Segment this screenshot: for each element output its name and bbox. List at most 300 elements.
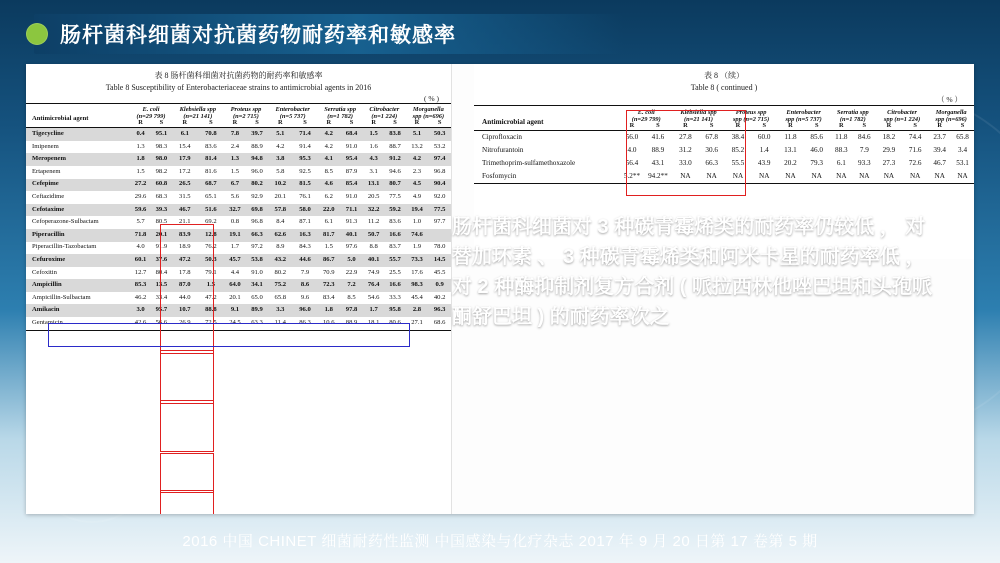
- cell-agent: Gentamicin: [32, 318, 63, 326]
- col-header-rs: S: [303, 119, 307, 127]
- col-header-rs: S: [656, 122, 660, 130]
- cell-value: 7.9: [300, 268, 310, 276]
- cell-value: 92.5: [299, 167, 311, 175]
- cell-value: 11.8: [784, 132, 797, 141]
- cell-value: 69.8: [246, 204, 268, 217]
- cell-value: 56.6: [155, 318, 168, 326]
- cell-value: 20.5: [367, 192, 380, 200]
- cell-value: 75.2: [268, 279, 293, 292]
- cell-value: 81.5: [293, 179, 318, 192]
- cell-value: 53.1: [956, 158, 969, 167]
- table-left-caption-en: Table 8 Susceptibility of Enterobacteriaceae strains to antimicrobial agents in 2016: [105, 83, 372, 92]
- cell-value: 11.8: [835, 132, 848, 141]
- cell-value: 46.7: [933, 158, 946, 167]
- cell-value: 4.2: [276, 142, 285, 150]
- cell-value: 93.3: [858, 158, 871, 167]
- cell-value: 65.0: [251, 293, 263, 301]
- group-header: Serratia spp: [836, 109, 869, 116]
- cell-value: 83.6: [205, 142, 217, 150]
- cell-value: 88.8: [198, 304, 224, 317]
- cell-value: 91.2: [384, 153, 405, 166]
- cell-value: 5.1: [268, 128, 293, 141]
- group-n: spp (n=2 715): [732, 115, 770, 123]
- cell-value: 1.3: [136, 142, 145, 150]
- cell-value: 97.7: [433, 218, 446, 226]
- cell-value: 87.0: [172, 279, 198, 292]
- cell-value: 1.5: [230, 167, 240, 175]
- cell-value: NA: [680, 171, 691, 180]
- cell-value: 84.3: [299, 243, 311, 251]
- table-right: [474, 105, 974, 184]
- group-header: Klebsiella spp: [680, 109, 717, 116]
- table-left-caption-cn: 表 8 肠杆菌科细菌对抗菌药物的耐药率和敏感率: [154, 71, 323, 80]
- group-n: (n=1 224): [371, 112, 398, 120]
- col-header-rs: S: [437, 119, 442, 127]
- cell-value: 22.9: [345, 268, 358, 276]
- group-header: Klebsiella spp: [179, 106, 217, 113]
- cell-value: 83.7: [389, 243, 401, 251]
- cell-value: 63.3: [251, 318, 263, 326]
- group-n: (n=21 141): [183, 112, 213, 120]
- cell-value: 73.3: [406, 254, 429, 267]
- cell-value: NA: [706, 171, 717, 180]
- col-header-rs: S: [255, 119, 259, 127]
- cell-value: 59.2: [384, 204, 405, 217]
- cell-value: 29.9: [882, 145, 896, 154]
- cell-value: 8.6: [293, 279, 318, 292]
- cell-value: 60.1: [130, 254, 151, 267]
- cell-agent: Tigecycline: [26, 128, 130, 141]
- slide-footer: 2016 中国 CHINET 细菌耐药性监测 中国感染与化疗杂志 2017 年 9 月 20 日第 17 卷第 5 期: [182, 533, 818, 550]
- cell-value: 1.8: [130, 153, 151, 166]
- col-header-rs: R: [278, 119, 283, 127]
- cell-value: 68.6: [433, 318, 446, 326]
- cell-value: 5.8: [276, 167, 285, 175]
- cell-value: 4.4: [230, 268, 240, 276]
- cell-value: 4.1: [317, 153, 340, 166]
- cell-value: 27.1: [411, 318, 423, 326]
- cell-value: 0.8: [230, 218, 240, 226]
- cell-value: 62.6: [268, 229, 293, 242]
- cell-value: 20.1: [274, 192, 287, 200]
- cell-value: 81.6: [205, 167, 217, 175]
- cell-value: 5.1: [406, 128, 429, 141]
- cell-value: 84.6: [858, 132, 871, 141]
- cell-value: 91.0: [251, 268, 263, 276]
- cell-value: 33.4: [155, 293, 168, 301]
- cell-value: 8.9: [276, 243, 285, 251]
- cell-value: 9.6: [300, 293, 310, 301]
- cell-value: NA: [883, 171, 895, 180]
- col-header-rs: R: [735, 122, 741, 130]
- cell-value: 45.4: [411, 293, 423, 301]
- cell-value: 95.7: [151, 304, 172, 317]
- group-header: Proteus spp: [230, 106, 262, 113]
- cell-value: NA: [785, 171, 796, 180]
- cell-value: 83.4: [322, 293, 335, 301]
- cell-value: 30.6: [705, 145, 718, 154]
- cell-value: 1.6: [369, 142, 378, 150]
- cell-value: 25.5: [389, 268, 401, 276]
- cell-value: 88.3: [835, 145, 848, 154]
- group-n: (n=29 799): [631, 115, 661, 123]
- cell-agent: Ciprofloxacin: [482, 132, 522, 141]
- cell-value: 1.0: [412, 218, 422, 226]
- cell-value: 31.5: [179, 192, 191, 200]
- cell-value: 32.2: [363, 204, 384, 217]
- table-right-caption: [474, 70, 974, 92]
- cell-value: 27.2: [130, 179, 151, 192]
- col-header-rs: R: [683, 122, 688, 130]
- cell-agent: Meropenem: [26, 153, 130, 166]
- cell-value: 98.3: [155, 142, 168, 150]
- cell-value: 76.2: [205, 243, 217, 251]
- cell-value: 46.0: [810, 145, 823, 154]
- cell-value: 40.1: [340, 229, 363, 242]
- cell-value: 10.6: [322, 318, 335, 326]
- cell-value: 72.5: [205, 318, 217, 326]
- group-header: Proteus spp: [735, 109, 767, 116]
- cell-value: 47.2: [172, 254, 198, 267]
- cell-value: 3.8: [268, 153, 293, 166]
- table-left-figure: [26, 64, 452, 514]
- cell-value: 8.8: [369, 243, 378, 251]
- cell-value: 90.4: [428, 179, 451, 192]
- group-header: E. coli: [637, 109, 655, 116]
- cell-value: 32.7: [224, 204, 246, 217]
- cell-value: 3.1: [369, 167, 378, 175]
- cell-value: 6.1: [836, 158, 846, 167]
- cell-value: 40.2: [433, 293, 446, 301]
- slide-title-bar: [34, 14, 624, 54]
- annotation-box-red: [160, 490, 214, 514]
- cell-value: 56.0: [625, 132, 639, 141]
- cell-value: 85.2: [731, 145, 745, 154]
- cell-value: 46.2: [134, 293, 147, 301]
- cell-value: 72.6: [908, 158, 922, 167]
- cell-value: 88.9: [651, 145, 665, 154]
- cell-value: 5.6: [230, 192, 240, 200]
- cell-value: NA: [732, 171, 744, 180]
- cell-value: 10.2: [268, 179, 293, 192]
- cell-value: 96.0: [293, 304, 318, 317]
- cell-value: 71.1: [340, 204, 363, 217]
- col-header-rs: R: [138, 119, 143, 127]
- group-n: (n=5 737): [279, 112, 306, 120]
- cell-value: 70.8: [198, 128, 224, 141]
- cell-value: 8.4: [276, 218, 285, 226]
- cell-value: 66.3: [246, 229, 268, 242]
- table-left-caption: [26, 70, 451, 92]
- col-header-rs: R: [326, 119, 332, 127]
- cell-value: NA: [957, 171, 968, 180]
- group-n: spp (n=696): [935, 115, 967, 123]
- cell-value: 1.3: [224, 153, 246, 166]
- cell-agent: Fosfomycin: [482, 171, 517, 180]
- group-n: (n=1 782): [839, 115, 866, 123]
- col-header-agent: Antimicrobial agent: [32, 115, 89, 123]
- cell-value: 8.5: [324, 167, 333, 175]
- cell-value: 68.3: [155, 192, 168, 200]
- cell-value: 20.1: [151, 229, 172, 242]
- col-header-rs: R: [886, 122, 892, 130]
- cell-value: 86.7: [317, 254, 340, 267]
- table-row: [26, 292, 451, 305]
- cell-value: 20.2: [784, 158, 797, 167]
- cell-value: 71.6: [908, 145, 922, 154]
- cell-agent: Trimethoprim-sulfamethoxazole: [482, 158, 576, 167]
- cell-value: 19.1: [224, 229, 246, 242]
- cell-value: 1.8: [317, 304, 340, 317]
- col-header-rs: R: [788, 122, 793, 130]
- cell-value: 1.5: [324, 243, 333, 251]
- group-header: Citrobacter: [887, 109, 917, 116]
- table-row: [26, 153, 451, 166]
- summary-note: 肠杆菌科细菌对 3 种碳青霉烯类的耐药率仍较低 ， 对替加环素 、 3 种碳青霉烯类和阿米卡星的耐药率低 ， 对 2 种酶抑制剂复方合剂 ( 哌拉西林他唑巴坦和头孢哌酮舒巴坦 ) 的耐药率次之: [452, 216, 933, 328]
- cell-value: 92.0: [433, 192, 446, 200]
- cell-value: 2.8: [406, 304, 429, 317]
- cell-value: 43.1: [651, 158, 665, 167]
- cell-value: 81.7: [317, 229, 340, 242]
- table-row: [26, 304, 451, 317]
- cell-value: 1.5: [363, 128, 384, 141]
- cell-value: 7.8: [224, 128, 246, 141]
- cell-value: 21.1: [179, 218, 191, 226]
- cell-value: 68.4: [340, 128, 363, 141]
- cell-value: 33.0: [679, 158, 692, 167]
- cell-value: 74.6: [406, 229, 429, 242]
- cell-value: 72.3: [317, 279, 340, 292]
- cell-value: 4.2: [317, 128, 340, 141]
- group-header: Enterobacter: [786, 109, 821, 116]
- cell-agent: Amikacin: [26, 304, 130, 317]
- cell-value: 83.8: [384, 128, 405, 141]
- cell-value: 15.4: [179, 142, 191, 150]
- cell-agent: Imipenem: [32, 142, 59, 150]
- cell-value: 67.8: [705, 132, 718, 141]
- cell-value: 26.5: [172, 179, 198, 192]
- cell-value: NA: [759, 171, 770, 180]
- cell-value: 92.9: [251, 192, 263, 200]
- cell-value: 86.3: [299, 318, 311, 326]
- col-header-rs: S: [159, 119, 164, 127]
- cell-value: 53.8: [246, 254, 268, 267]
- cell-value: 95.8: [384, 304, 405, 317]
- cell-value: 60.0: [757, 132, 771, 141]
- cell-value: 29.6: [134, 192, 147, 200]
- cell-value: 56.4: [625, 158, 639, 167]
- cell-value: 37.6: [151, 254, 172, 267]
- cell-value: 78.0: [433, 243, 446, 251]
- cell-value: 68.7: [198, 179, 224, 192]
- cell-value: 58.0: [293, 204, 318, 217]
- cell-value: 95.4: [340, 153, 363, 166]
- cell-value: 65.1: [205, 192, 217, 200]
- table-right-caption-en: Table 8 ( continued ): [690, 83, 758, 92]
- cell-value: 34.1: [246, 279, 268, 292]
- cell-value: 60.8: [151, 179, 172, 192]
- table-row: [26, 191, 451, 204]
- table-right-unit: （ % ）: [937, 95, 962, 104]
- cell-value: 42.6: [134, 318, 147, 326]
- cell-value: 69.2: [205, 218, 217, 226]
- table-row: [26, 141, 451, 154]
- table-row: [26, 254, 451, 267]
- cell-value: 2.4: [230, 142, 240, 150]
- cell-value: 44.6: [293, 254, 318, 267]
- cell-value: 88.9: [345, 318, 358, 326]
- cell-value: 98.2: [155, 167, 168, 175]
- cell-value: 89.9: [246, 304, 268, 317]
- group-header: Enterobacter: [275, 106, 310, 113]
- cell-value: NA: [909, 171, 921, 180]
- cell-value: 3.4: [958, 145, 968, 154]
- cell-value: 81.4: [198, 153, 224, 166]
- cell-value: 9.1: [224, 304, 246, 317]
- cell-value: 24.5: [229, 318, 241, 326]
- cell-value: 57.8: [268, 204, 293, 217]
- cell-value: 80.2: [246, 179, 268, 192]
- cell-value: 17.2: [179, 167, 191, 175]
- cell-value: 39.4: [933, 145, 946, 154]
- cell-value: 33.3: [389, 293, 401, 301]
- col-header-rs: R: [629, 122, 635, 130]
- table-row: [474, 170, 974, 184]
- cell-value: 95.1: [151, 128, 172, 141]
- group-n: spp (n=696): [412, 112, 445, 120]
- table-row: [26, 242, 451, 255]
- cell-value: 13.1: [784, 145, 797, 154]
- cell-value: 13.1: [363, 179, 384, 192]
- cell-value: 50.3: [198, 254, 224, 267]
- cell-value: 91.3: [345, 218, 358, 226]
- cell-value: 94.6: [389, 167, 401, 175]
- table-right-caption-cn: 表 8 （续）: [704, 71, 744, 80]
- table-row: [26, 166, 451, 179]
- cell-value: 11.2: [367, 218, 380, 226]
- cell-value: 18.2: [882, 132, 896, 141]
- table-row: [26, 128, 451, 141]
- cell-value: 39.7: [246, 128, 268, 141]
- cell-value: 19.4: [406, 204, 429, 217]
- cell-value: 98.0: [151, 153, 172, 166]
- cell-value: 17.6: [411, 268, 423, 276]
- cell-value: [428, 229, 451, 242]
- col-header-agent: Antimicrobial agent: [482, 117, 544, 126]
- cell-value: 6.1: [172, 128, 198, 141]
- cell-value: 65.8: [956, 132, 969, 141]
- cell-value: 55.5: [731, 158, 745, 167]
- cell-value: 18.1: [367, 318, 380, 326]
- cell-value: 97.2: [251, 243, 263, 251]
- table-left-unit: ( % ): [424, 94, 439, 103]
- cell-value: 95.3: [293, 153, 318, 166]
- cell-value: 91.4: [299, 142, 311, 150]
- cell-value: 85.4: [340, 179, 363, 192]
- cell-value: 3.3: [268, 304, 293, 317]
- cell-value: 71.8: [130, 229, 151, 242]
- cell-value: 6.7: [224, 179, 246, 192]
- cell-value: 94.2**: [648, 171, 668, 180]
- cell-value: 53.2: [433, 142, 446, 150]
- cell-value: NA: [836, 171, 847, 180]
- cell-agent: Nitrofurantoin: [482, 145, 524, 154]
- table-row: [26, 267, 451, 280]
- cell-value: 50.7: [363, 229, 384, 242]
- cell-value: 6.2: [324, 192, 333, 200]
- col-header-rs: S: [393, 119, 397, 127]
- cell-value: 13.5: [151, 279, 172, 292]
- group-header: E. coli: [142, 106, 160, 113]
- cell-value: NA: [811, 171, 822, 180]
- cell-value: NA: [934, 171, 945, 180]
- cell-value: 16.6: [384, 279, 405, 292]
- cell-value: 18.9: [179, 243, 191, 251]
- group-header: Citrobacter: [369, 106, 400, 113]
- cell-value: 71.4: [293, 128, 318, 141]
- cell-value: 96.3: [428, 304, 451, 317]
- cell-value: 64.0: [224, 279, 246, 292]
- group-n: (n=21 141): [684, 115, 714, 123]
- cell-value: 1.5: [136, 167, 145, 175]
- cell-value: 83.6: [389, 218, 401, 226]
- cell-value: 41.6: [651, 132, 665, 141]
- table-row: [26, 279, 451, 292]
- group-n: (n=2 715): [233, 112, 259, 120]
- annotation-box-red: [160, 453, 214, 493]
- cell-value: 13.2: [411, 142, 423, 150]
- col-header-rs: S: [209, 119, 213, 127]
- table-row: [26, 216, 451, 229]
- cell-value: 40.1: [363, 254, 384, 267]
- cell-value: 76.4: [363, 279, 384, 292]
- cell-value: 1.5: [198, 279, 224, 292]
- cell-value: 23.7: [933, 132, 946, 141]
- cell-value: 83.9: [172, 229, 198, 242]
- col-header-rs: S: [913, 122, 917, 130]
- cell-value: 94.8: [246, 153, 268, 166]
- cell-value: 22.0: [317, 204, 340, 217]
- cell-agent: Ertapenem: [32, 167, 61, 175]
- cell-value: 87.1: [299, 218, 311, 226]
- cell-value: 4.3: [363, 153, 384, 166]
- table-row: [26, 204, 451, 217]
- cell-agent: Piperacillin-Tazobactam: [32, 243, 97, 251]
- cell-value: 27.3: [882, 158, 896, 167]
- cell-value: 7.9: [859, 145, 869, 154]
- cell-value: 5.7: [136, 218, 145, 226]
- cell-value: NA: [859, 171, 870, 180]
- col-header-rs: S: [862, 122, 867, 130]
- cell-value: 43.9: [757, 158, 771, 167]
- group-header: Morganella: [935, 109, 967, 116]
- cell-value: 80.7: [384, 179, 405, 192]
- cell-value: 47.2: [205, 293, 217, 301]
- col-header-rs: S: [709, 122, 714, 130]
- cell-value: 38.4: [731, 132, 745, 141]
- cell-agent: Ampicillin: [26, 279, 130, 292]
- group-header: Serratia spp: [324, 106, 357, 113]
- cell-value: 77.5: [389, 192, 401, 200]
- annotation-box-red: [160, 350, 214, 404]
- col-header-rs: R: [232, 119, 238, 127]
- table-row: [26, 229, 451, 242]
- cell-value: 85.3: [130, 279, 151, 292]
- table-left: [26, 103, 451, 331]
- cell-value: 5.0: [340, 254, 363, 267]
- table-row: [26, 317, 451, 330]
- cell-agent: Cefepime: [26, 179, 130, 192]
